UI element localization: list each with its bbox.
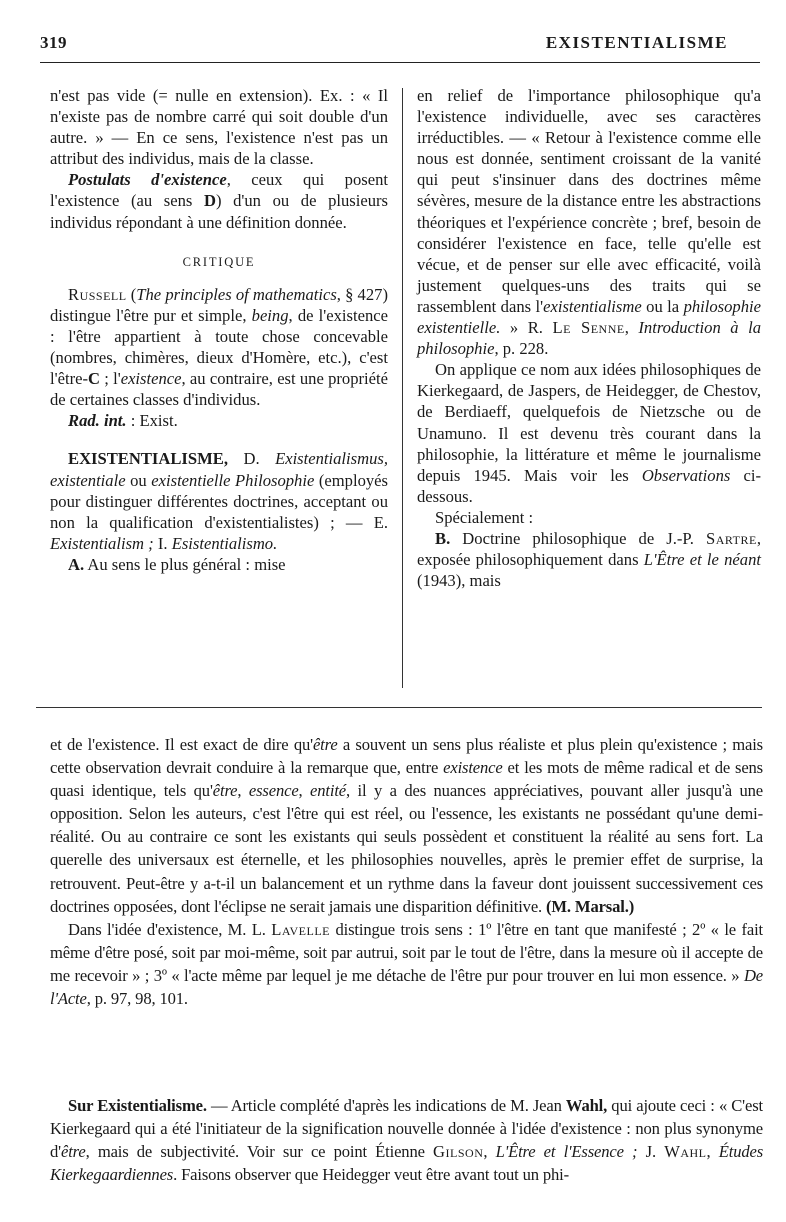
author-name: Gilson bbox=[433, 1142, 484, 1162]
spacer bbox=[50, 431, 388, 448]
paragraph: Rad. int. : Exist. bbox=[68, 411, 178, 431]
work-title: Études Kierkegaardiennes bbox=[50, 1142, 764, 1185]
work-title: Introduction à la philosophie bbox=[417, 318, 761, 359]
paragraph: Dans l'idée d'existence, M. L. Lavelle distingue trois sens : 1º l'être en tant que manifesté ; 2º « le fait même d'être posé, soit par moi-même, soit par autrui, soit par le tout de l'être, dans la mesure où il accepte de me recevoir » ; 3º « l'acte même par lequel je me détache de l'être pur pour trouver en lui mon essence. » De l'Acte, p. 97, 98, 101. bbox=[50, 919, 763, 1009]
page-header bbox=[40, 33, 766, 63]
work-title: L'Être et l'Essence ; bbox=[495, 1142, 638, 1162]
paragraph: n'est pas vide (= nulle en extension). Ex. : « Il n'existe pas de nombre carré qui soit double d'un autre. » — En ce sens, l'existence n'est pas un attribut des individus, mais de la classe. bbox=[50, 86, 388, 169]
author-name: Wahl bbox=[664, 1142, 707, 1162]
author-name: Sartre bbox=[706, 528, 757, 548]
paragraph: Spécialement : bbox=[435, 507, 534, 527]
running-head: EXISTENTIALISME bbox=[545, 33, 728, 52]
work-title: L'Être et le néant bbox=[643, 550, 762, 570]
page-number: 319 bbox=[40, 33, 67, 52]
left-column bbox=[50, 85, 388, 575]
paragraph: On applique ce nom aux idées philosophiques de Kierkegaard, de Jaspers, de Heidegger, de Chestov, de Berdiaeff, quelquefois de Nietzsche ou de Unamuno. Il est devenu très courant dans la philosophie, la littérature et même le journalisme depuis 1945. Mais voir les Observations ci-dessous. bbox=[417, 360, 761, 506]
sense-a: A. Au sens le plus général : mise bbox=[68, 554, 286, 574]
paragraph: Postulats d'existence, ceux qui posent l'existence (au sens D) d'un ou de plusieurs individus répondant à une définition donnée. bbox=[50, 170, 388, 232]
work-title: De l'Acte bbox=[50, 965, 763, 1009]
note-section bbox=[50, 1094, 763, 1186]
sense-b: B. Doctrine philosophique de J.-P. Sartre, exposée philosophiquement dans L'Être et le néant (1943), mais bbox=[417, 528, 762, 591]
author-name: Russell bbox=[68, 284, 127, 304]
header-rule bbox=[40, 62, 760, 63]
headword: EXISTENTIALISME, bbox=[68, 449, 228, 469]
dictionary-entry: EXISTENTIALISME, D. Existentialismus, existentiale ou existentielle Philosophie (employés pour distinguer différentes doctrines, acceptant ou non la qualification d'existentialistes) ; — E. Existentialism ; I. Esistentialismo. bbox=[50, 449, 388, 553]
work-title: The principles of mathematics bbox=[136, 284, 337, 304]
author-name: Lavelle bbox=[271, 919, 330, 939]
section-heading-critique: CRITIQUE bbox=[182, 254, 256, 269]
paragraph: et de l'existence. Il est exact de dire qu'être a souvent un sens plus réaliste et plus plein qu'existence ; mais cette observation devrait conduire à la remarque que, entre existence et les mots de même radical et de sens quasi identique, tels qu'être, essence, entité, il y a des nuances appréciatives, pouvant aller jusqu'à une opposition. Selon les auteurs, c'est l'être qui est réel, ou l'essence, les existants ne possédant qu'une demi-réalité. Ou au contraire ce sont les existants qui seuls possèdent et constituent la réalité au sens fort. La querelle des universaux est éternelle, et les philosophies nouvelles, après le premier effet de surprise, la retrouvent. Peut-être y a-t-il un balancement et un rythme dans la faveur dont jouissent successivement ces doctrines opposées, dont l'éclipse ne serait jamais une disparition définitive. (M. Marsal.) bbox=[50, 735, 763, 916]
observations-section bbox=[50, 733, 763, 1010]
author-name: Le Senne bbox=[552, 318, 625, 338]
section-rule bbox=[36, 707, 762, 708]
paragraph: Sur Existentialisme. — Article complété d'après les indications de M. Jean Wahl, qui ajoute ceci : « C'est Kierkegaard qui a été l'initiateur de la signification nouvelle donnée à l'idée d'existence : non plus synonyme d'être, mais de subjectivité. Voir sur ce point Étienne Gilson, L'Être et l'Essence ; J. Wahl, Études Kierkegaardiennes. Faisons observer que Heidegger veut être avant tout un phi- bbox=[50, 1096, 764, 1185]
paragraph: en relief de l'importance philosophique qu'a l'existence individuelle, avec ses caractères irréductibles. — « Retour à l'existence comme elle nous est donnée, sentiment croissant de la vanité qui peut s'insinuer dans des doctrines même sévères, mesure de la distance entre les abstractions théoriques et l'expérience concrète ; bref, besoin de considérer l'existence en face, telle qu'elle est vécue, et de penser sur elle avec efficacité, voilà justement quelques-uns des traits qui se rassemblent dans l'existentialisme ou la philosophie existentielle. » R. Le Senne, Introduction à la philosophie, p. 228. bbox=[417, 86, 761, 359]
right-column bbox=[417, 85, 761, 591]
signature: (M. Marsal.) bbox=[546, 896, 635, 916]
column-divider bbox=[402, 88, 403, 688]
paragraph: Russell (The principles of mathematics, § 427) distingue l'être pur et simple, being, de l'existence : l'être appartient à toute chose concevable (nombres, chimères, dieux d'Homère, etc.), c'est l'être-C ; l'existence, au contraire, est une propriété de certaines classes d'individus. bbox=[50, 284, 388, 410]
